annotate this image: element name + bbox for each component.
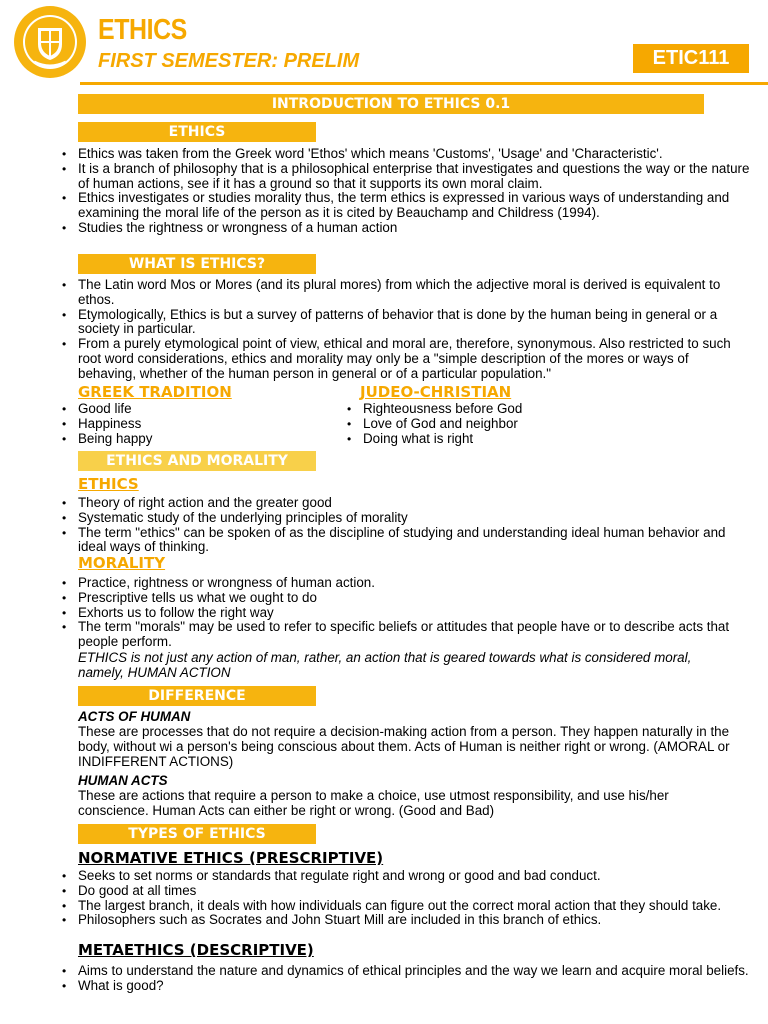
list-item: • Happiness (60, 417, 320, 432)
metaethics-list (60, 964, 750, 994)
difference-heading: DIFFERENCE (78, 686, 316, 706)
list-item: • What is good? (60, 979, 750, 994)
list-item: • Seeks to set norms or standards that regulate right and wrong or good and bad conduct. (60, 869, 750, 884)
ethics-subheading: ETHICS (78, 475, 139, 493)
metaethics-heading: METAETHICS (DESCRIPTIVE) (78, 941, 314, 959)
acts-of-human-label: ACTS OF HUMAN (78, 709, 191, 724)
list-item: • Ethics investigates or studies morality thus, the term ethics is expressed in various ways of understanding and examining the moral life of the person as it is cited by Beauchamp and Childress (1994). (60, 191, 750, 221)
list-item: • The term "ethics" can be spoken of as the discipline of studying and understanding ideal human behavior and ideal ways of thinking. (60, 526, 750, 556)
list-item: • Doing what is right (345, 432, 645, 447)
what-is-ethics-list (60, 278, 750, 382)
list-item: • The largest branch, it deals with how individuals can figure out the correct moral action that they should take. (60, 899, 750, 914)
what-is-ethics-heading: WHAT IS ETHICS? (78, 254, 316, 274)
greek-tradition-heading: GREEK TRADITION (78, 383, 232, 401)
ethics-note: ETHICS is not just any action of man, rather, an action that is geared towards what is considered moral, namely, HUMAN ACTION (78, 650, 692, 680)
ethics-list (60, 147, 750, 236)
list-item: • Love of God and neighbor (345, 417, 645, 432)
acts-of-human-text: These are processes that do not require a decision-making action from a person. They happen naturally in the body, without wi a person's being conscious about them. Acts of Human is neither right or wrong. (AMORAL or INDIFFERENT ACTIONS) (78, 724, 730, 769)
header-divider (80, 82, 768, 85)
list-item: • The term "morals" may be used to refer to specific beliefs or attitudes that people have or to describe acts that people perform. (60, 620, 750, 650)
greek-tradition-list (60, 402, 320, 446)
list-item: • Prescriptive tells us what we ought to do (60, 591, 750, 606)
ethics-and-morality-heading: ETHICS AND MORALITY (78, 451, 316, 471)
morality-subheading: MORALITY (78, 554, 166, 572)
list-item: • Philosophers such as Socrates and John Stuart Mill are included in this branch of ethics. (60, 913, 750, 928)
list-item: • Ethics was taken from the Greek word 'Ethos' which means 'Customs', 'Usage' and 'Characteristic'. (60, 147, 750, 162)
human-acts-label: HUMAN ACTS (78, 773, 168, 788)
header-title: ETHICS (98, 14, 187, 46)
header-subtitle: FIRST SEMESTER: PRELIM (98, 50, 360, 72)
list-item: • Do good at all times (60, 884, 750, 899)
intro-banner: INTRODUCTION TO ETHICS 0.1 (78, 94, 704, 114)
list-item: • Righteousness before God (345, 402, 645, 417)
morality-list (60, 576, 750, 650)
list-item: • Good life (60, 402, 320, 417)
list-item: • Etymologically, Ethics is but a survey of patterns of behavior that is done by the human being in general or a society in particular. (60, 308, 750, 338)
list-item: • It is a branch of philosophy that is a philosophical enterprise that investigates and questions the way or the nature of human actions, see if it has a ground so that it supports its own moral claim. (60, 162, 750, 192)
ethics-heading: ETHICS (78, 122, 316, 142)
judeo-christian-heading: JUDEO-CHRISTIAN (360, 383, 512, 401)
normative-ethics-heading: NORMATIVE ETHICS (PRESCRIPTIVE) (78, 849, 384, 867)
course-code-badge: ETIC111 (633, 44, 749, 73)
list-item: • Exhorts us to follow the right way (60, 606, 750, 621)
list-item: • Studies the rightness or wrongness of a human action (60, 221, 750, 236)
types-of-ethics-heading: TYPES OF ETHICS (78, 824, 316, 844)
list-item: • Being happy (60, 432, 320, 447)
list-item: • Theory of right action and the greater good (60, 496, 750, 511)
judeo-christian-list (345, 402, 645, 446)
human-acts-text: These are actions that require a person to make a choice, use utmost responsibility, and use his/her conscience. Human Acts can either be right or wrong. (Good and Bad) (78, 788, 669, 818)
normative-ethics-list (60, 869, 750, 928)
list-item: • Practice, rightness or wrongness of human action. (60, 576, 750, 591)
list-item: • The Latin word Mos or Mores (and its plural mores) from which the adjective moral is derived is equivalent to ethos. (60, 278, 750, 308)
ethics-definition-list (60, 496, 750, 555)
university-seal-icon (12, 4, 88, 80)
list-item: • Systematic study of the underlying principles of morality (60, 511, 750, 526)
list-item: • From a purely etymological point of view, ethical and moral are, therefore, synonymous. Also restricted to such root word considerations, ethics and morality may only be a "simple description of the mores or ways of behaving, whether of the human person in general or of a particular population." (60, 337, 750, 381)
page-header (0, 0, 768, 86)
list-item: • Aims to understand the nature and dynamics of ethical principles and the way we learn and acquire moral beliefs. (60, 964, 750, 979)
